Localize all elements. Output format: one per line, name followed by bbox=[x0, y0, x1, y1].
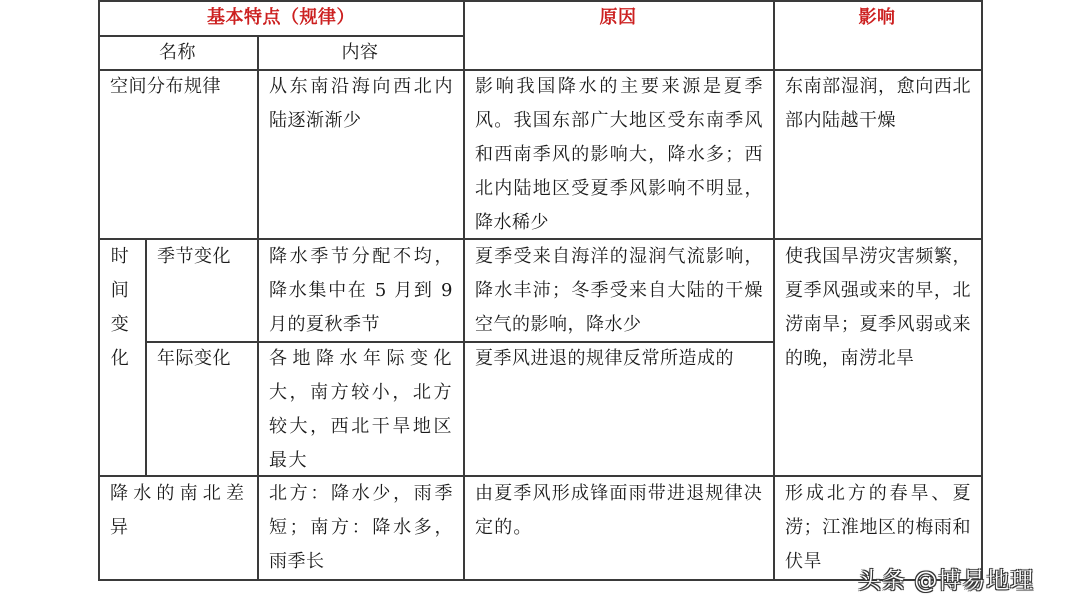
seasonal-content: 降水季节分配不均，降水集中在 5 月到 9 月的夏秋季节 bbox=[269, 246, 453, 335]
header-cause: 原因 bbox=[599, 7, 637, 28]
spatial-impact: 东南部湿润，愈向西北部内陆越干燥 bbox=[785, 76, 971, 131]
temporal-impact: 使我国旱涝灾害频繁，夏季风强或来的早，北涝南旱；夏季风弱或来的晚，南涝北旱 bbox=[785, 246, 971, 369]
north-south-cause: 由夏季风形成锋面雨带进退规律决定的。 bbox=[475, 483, 763, 538]
north-south-impact: 形成北方的春旱、夏涝；江淮地区的梅雨和伏旱 bbox=[785, 483, 971, 572]
seasonal-cause: 夏季受来自海洋的湿润气流影响，降水丰沛；冬季受来自大陆的干燥空气的影响，降水少 bbox=[475, 246, 763, 335]
north-south-name: 降水的南北差异 bbox=[110, 483, 247, 538]
table-border-bottom bbox=[98, 579, 983, 581]
watermark: 头条 @博易地理 bbox=[858, 568, 1035, 594]
temporal-label-char-4: 化 bbox=[110, 348, 130, 369]
spatial-name: 空间分布规律 bbox=[110, 76, 221, 97]
table-border-right bbox=[981, 0, 983, 581]
seasonal-name: 季节变化 bbox=[157, 246, 231, 267]
header-basic-features: 基本特点（规律） bbox=[207, 7, 355, 28]
north-south-content: 北方：降水少，雨季短；南方：降水多，雨季长 bbox=[269, 483, 453, 572]
interannual-content: 各地降水年际变化大，南方较小，北方较大，西北干旱地区最大 bbox=[269, 348, 453, 471]
temporal-label-char-1: 时 bbox=[110, 246, 130, 267]
header-impact: 影响 bbox=[858, 7, 896, 28]
temporal-group-label bbox=[110, 240, 130, 376]
spatial-content: 从东南沿海向西北内陆逐渐渐少 bbox=[269, 76, 453, 131]
temporal-label-char-2: 间 bbox=[110, 280, 130, 301]
interannual-name: 年际变化 bbox=[157, 348, 231, 369]
temporal-label-char-3: 变 bbox=[110, 314, 130, 335]
header-name: 名称 bbox=[159, 42, 196, 63]
interannual-cause: 夏季风进退的规律反常所造成的 bbox=[475, 348, 734, 369]
header-content: 内容 bbox=[341, 42, 379, 63]
spatial-cause: 影响我国降水的主要来源是夏季风。我国东部广大地区受东南季风和西南季风的影响大，降水多；西北内陆地区受夏季风影响不明显，降水稀少 bbox=[475, 76, 763, 233]
